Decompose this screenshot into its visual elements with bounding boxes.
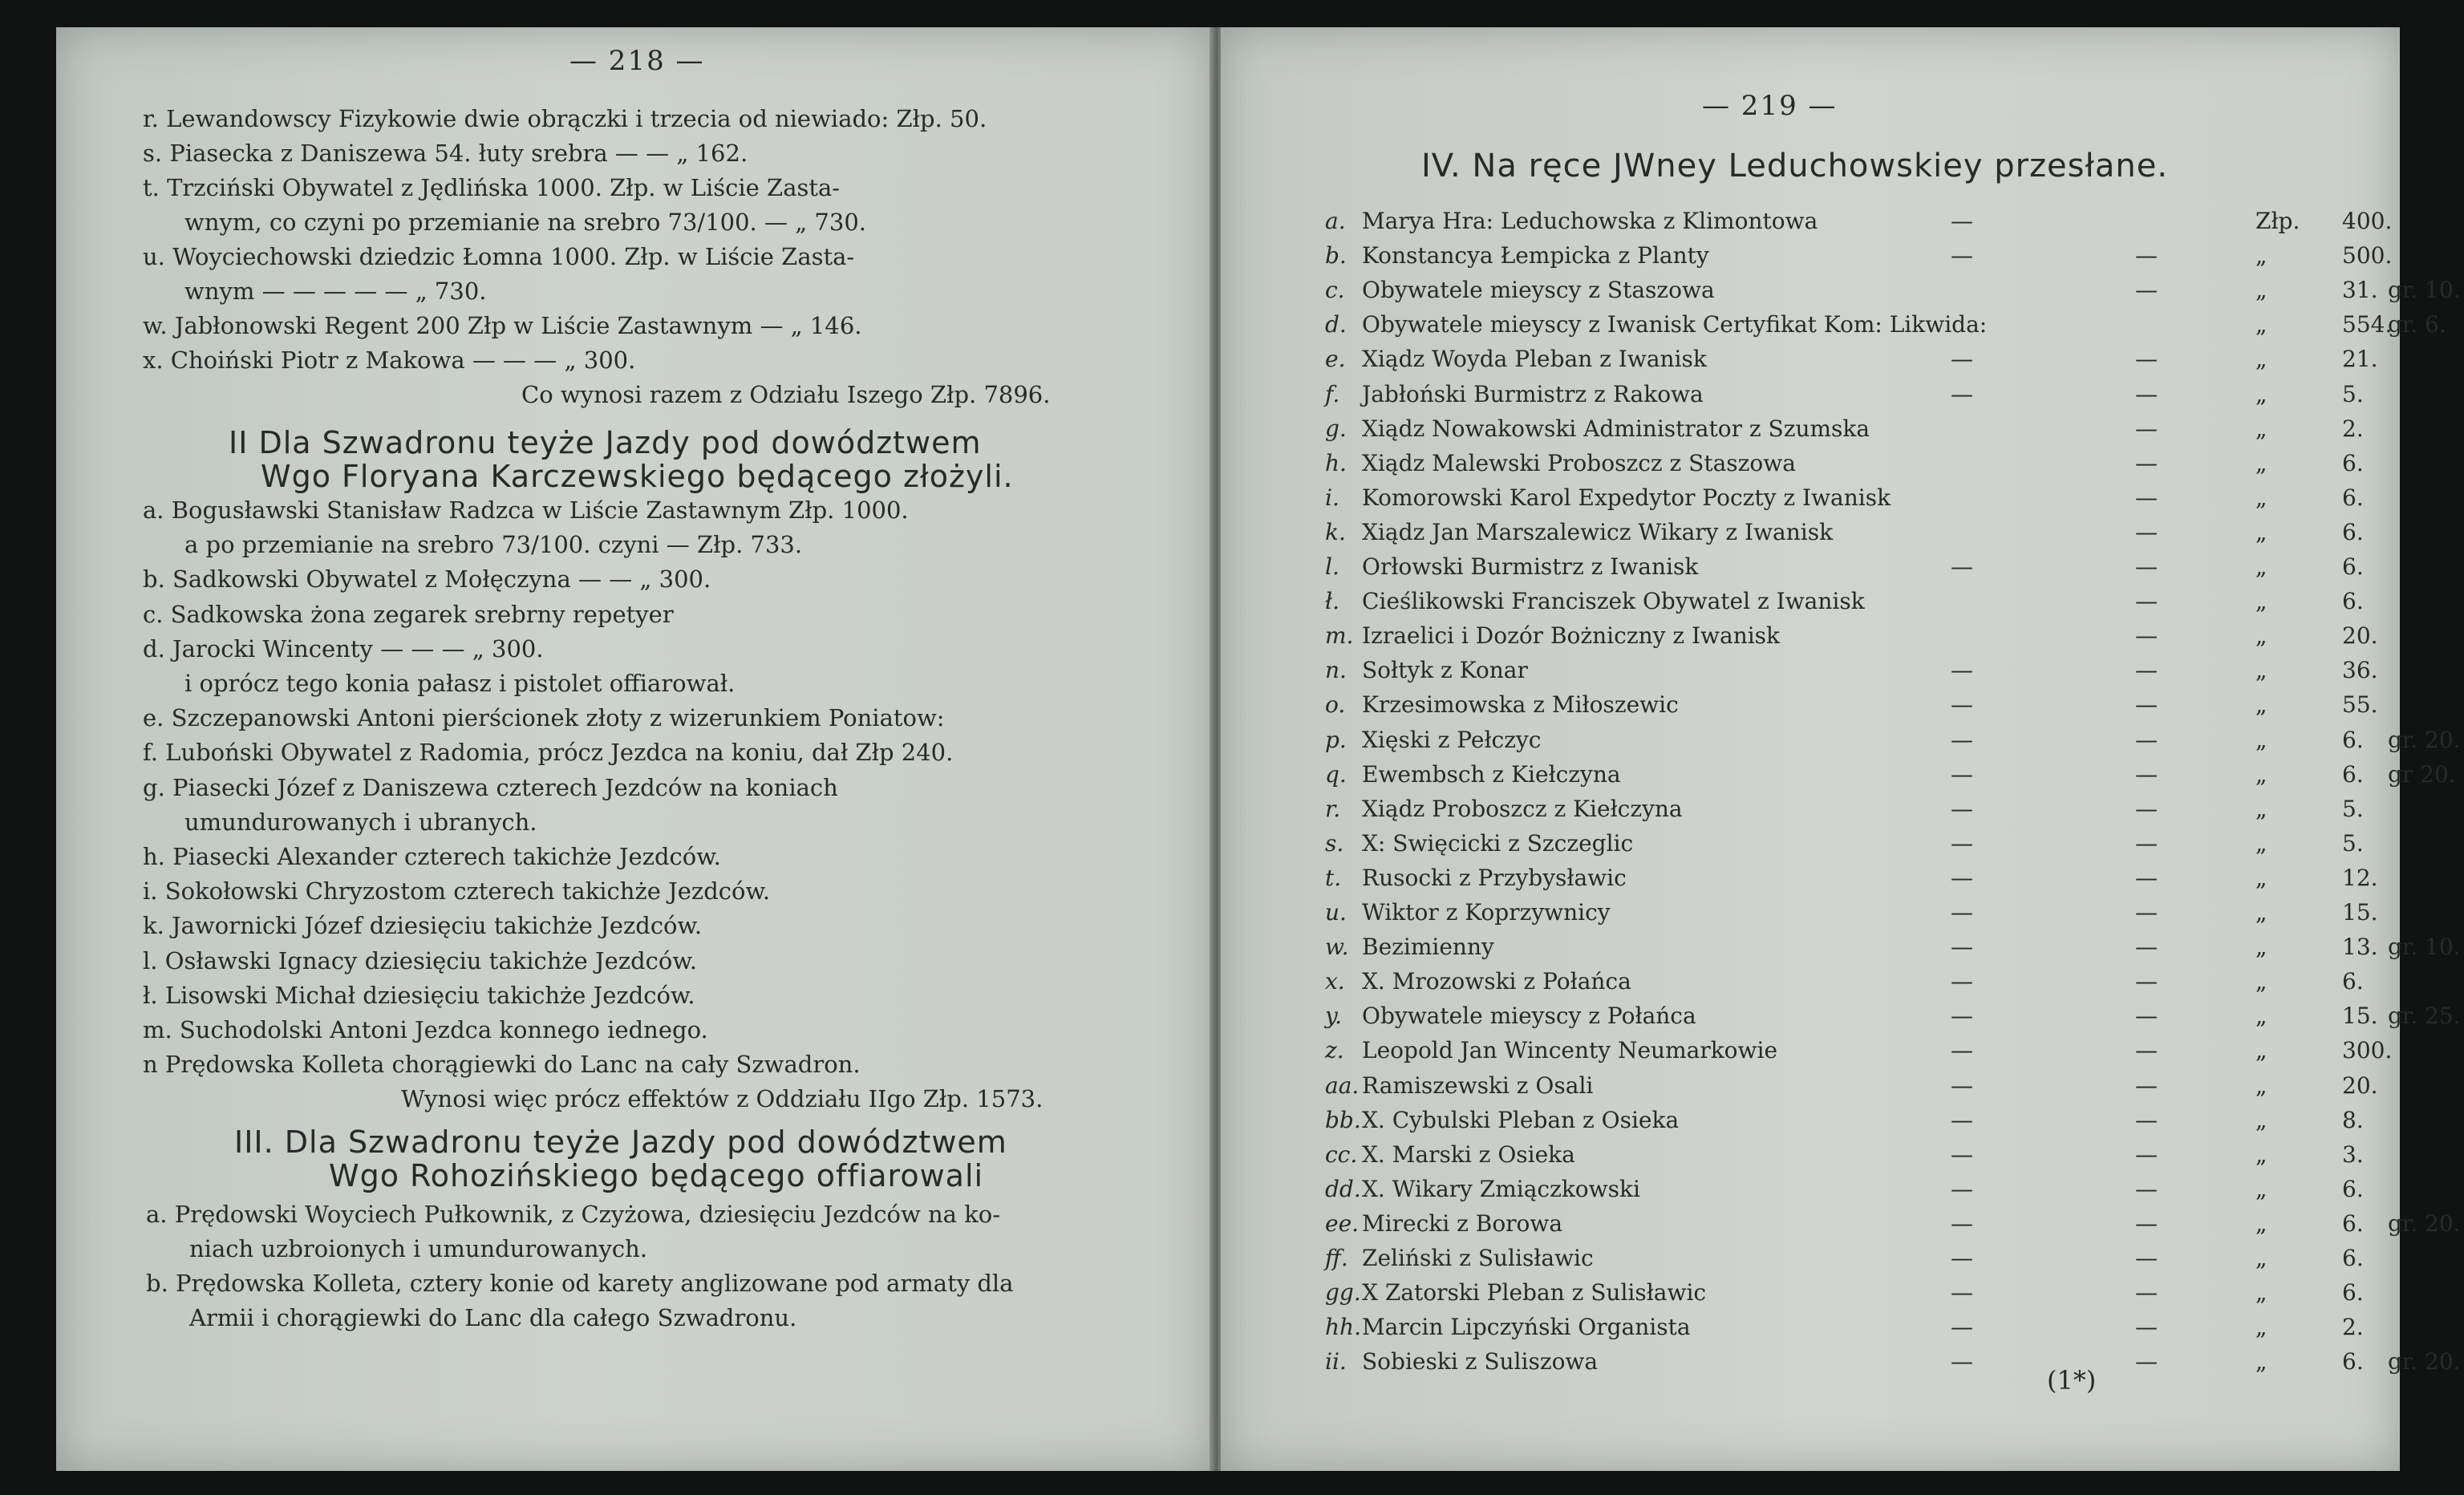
entry-dash: — xyxy=(2135,899,2158,926)
donor-entry xyxy=(1325,901,2384,929)
entry-currency-mark: „ xyxy=(2255,1314,2267,1341)
entry-currency-mark: „ xyxy=(2255,899,2267,926)
entry-dash: — xyxy=(2135,518,2158,545)
entry-currency-mark: „ xyxy=(2255,864,2267,891)
entry-amount: 15. xyxy=(2342,899,2378,926)
donor-entry xyxy=(1325,1209,2461,1240)
entry-letter: f. xyxy=(1325,380,1340,407)
entry-groszy: gr. 10. xyxy=(2388,934,2461,961)
text-line: a. Bogusławski Stanisław Radzca w Liście Zastawnym Złp. 1000. xyxy=(143,496,909,524)
entry-amount: 6. xyxy=(2342,1348,2364,1375)
donor-entry xyxy=(1325,622,2384,652)
entry-dash: — xyxy=(1951,657,1973,684)
entry-letter: ii. xyxy=(1325,1348,1347,1375)
entry-dash: — xyxy=(2135,657,2158,684)
entry-dash: — xyxy=(2135,691,2158,719)
entry-letter: t. xyxy=(1325,864,1342,891)
entry-groszy: gr. 25. xyxy=(2388,1003,2461,1030)
entry-amount: 15. xyxy=(2342,1003,2378,1030)
entry-dash: — xyxy=(2135,968,2158,995)
entry-amount: 6. xyxy=(2342,518,2364,545)
entry-amount: 2. xyxy=(2342,1314,2364,1341)
donor-entry xyxy=(1325,518,2384,549)
entry-currency-mark: „ xyxy=(2255,1348,2267,1375)
entry-name: X. Marski z Osieka xyxy=(1362,1140,1575,1168)
entry-dash: — xyxy=(2135,588,2158,615)
entry-currency-mark: „ xyxy=(2255,1209,2267,1237)
entry-dash: — xyxy=(1951,968,1973,995)
entry-letter: h. xyxy=(1325,449,1347,476)
donor-entry xyxy=(1325,1247,2384,1274)
entry-groszy: gr. 20. xyxy=(2388,726,2461,753)
text-line: x. Choiński Piotr z Makowa — — — „ 300. xyxy=(143,346,636,374)
entry-currency-mark: „ xyxy=(2255,1106,2267,1133)
entry-amount: 8. xyxy=(2342,1106,2364,1133)
entry-name: Wiktor z Koprzywnicy xyxy=(1362,899,1611,926)
text-line: e. Szczepanowski Antoni pierścionek złoty z wizerunkiem Poniatow: xyxy=(143,704,945,732)
entry-dash: — xyxy=(1951,934,1973,961)
entry-dash: — xyxy=(2135,1106,2158,1133)
donor-entry xyxy=(1325,277,2461,306)
entry-letter: ee. xyxy=(1325,1209,1360,1237)
entry-name: Sołtyk z Konar xyxy=(1362,657,1528,684)
entry-name: Xiądz Woyda Pleban z Iwanisk xyxy=(1362,346,1707,373)
entry-dash: — xyxy=(1951,795,1973,822)
entry-currency-mark: „ xyxy=(2255,346,2267,373)
entry-letter: a. xyxy=(1325,208,1346,234)
entry-name: Zeliński z Sulisławic xyxy=(1362,1245,1594,1271)
entry-amount: 31. xyxy=(2342,277,2378,304)
entry-amount: 6. xyxy=(2342,588,2364,615)
text-line: s. Piasecka z Daniszewa 54. łuty srebra — — „ 162. xyxy=(143,140,748,167)
text-line: c. Sadkowska żona zegarek srebrny repetyer xyxy=(143,600,674,628)
entry-currency-mark: „ xyxy=(2255,1279,2267,1307)
entry-letter: l. xyxy=(1325,553,1339,580)
entry-letter: n. xyxy=(1325,657,1347,684)
entry-dash: — xyxy=(1951,1314,1973,1341)
donor-entry xyxy=(1325,311,2446,341)
entry-name: X. Mrozowski z Połańca xyxy=(1362,968,1631,995)
entry-dash: — xyxy=(2135,1072,2158,1099)
donor-entry xyxy=(1325,1175,2384,1205)
entry-currency-mark: „ xyxy=(2255,622,2267,650)
entry-dash: — xyxy=(2135,1209,2158,1237)
entry-amount: 13. xyxy=(2342,934,2378,961)
text-line: niach uzbroionych i umundurowanych. xyxy=(189,1235,648,1262)
section-2-heading-2: Wgo Floryana Karczewskiego będącego złożyli. xyxy=(261,459,1014,494)
entry-dash: — xyxy=(1951,380,1973,407)
text-line: n Prędowska Kolleta chorągiewki do Lanc na cały Szwadron. xyxy=(143,1051,861,1079)
entry-currency-mark: „ xyxy=(2255,1072,2267,1099)
entry-dash: — xyxy=(2135,1348,2158,1375)
entry-amount: 6. xyxy=(2342,726,2364,753)
entry-name: Obywatele mieyscy z Połańca xyxy=(1362,1003,1696,1030)
donor-entry xyxy=(1325,348,2384,375)
section-2-heading-1: II Dla Szwadronu teyże Jazdy pod dowództwem xyxy=(229,425,982,460)
donor-entry xyxy=(1325,208,2393,237)
donor-entry xyxy=(1325,1106,2384,1136)
donor-entry xyxy=(1325,1037,2393,1067)
entry-dash: — xyxy=(1951,760,1973,788)
entry-dash: — xyxy=(2135,864,2158,891)
entry-dash: — xyxy=(1951,346,1973,373)
text-line: f. Luboński Obywatel z Radomia, prócz Jezdca na koniu, dał Złp 240. xyxy=(143,739,954,767)
donor-entry xyxy=(1325,380,2384,411)
entry-dash: — xyxy=(1951,1072,1973,1099)
entry-dash: — xyxy=(2135,380,2158,407)
entry-amount: 5. xyxy=(2342,380,2364,407)
text-line: t. Trzciński Obywatel z Jędlińska 1000. Złp. w Liście Zasta- xyxy=(143,174,841,201)
entry-dash: — xyxy=(2135,484,2158,511)
entry-dash: — xyxy=(2135,1245,2158,1271)
donor-entry xyxy=(1325,415,2384,445)
text-line: i. Sokołowski Chryzostom czterech takichże Jezdców. xyxy=(143,877,771,906)
donor-entry xyxy=(1325,726,2461,756)
entry-currency-mark: „ xyxy=(2255,1245,2267,1271)
entry-name: Rusocki z Przybysławic xyxy=(1362,864,1627,891)
entry-name: Xiądz Nowakowski Administrator z Szumska xyxy=(1362,415,1870,442)
donor-entry xyxy=(1325,1140,2384,1171)
entry-name: Krzesimowska z Miłoszewic xyxy=(1362,691,1679,719)
entry-currency-mark: „ xyxy=(2255,415,2267,442)
text-line: Co wynosi razem z Odziału Iszego Złp. 7896. xyxy=(521,381,1051,408)
text-line: u. Woyciechowski dziedzic Łomna 1000. Złp. w Liście Zasta- xyxy=(143,243,855,270)
entry-name: Xiądz Malewski Proboszcz z Staszowa xyxy=(1362,449,1796,476)
entry-letter: u. xyxy=(1325,899,1347,926)
donor-entry xyxy=(1325,691,2384,721)
entry-currency-mark: „ xyxy=(2255,380,2267,407)
entry-amount: 554. xyxy=(2342,311,2393,338)
entry-currency-mark: „ xyxy=(2255,934,2267,961)
entry-name: Izraelici i Dozór Bożniczny z Iwanisk xyxy=(1362,622,1781,650)
entry-letter: b. xyxy=(1325,242,1347,269)
donor-entry xyxy=(1325,449,2384,480)
entry-letter: hh. xyxy=(1325,1314,1361,1341)
entry-amount: 12. xyxy=(2342,864,2378,891)
entry-dash: — xyxy=(2135,829,2158,857)
entry-amount: 21. xyxy=(2342,346,2378,373)
entry-amount: 6. xyxy=(2342,484,2364,511)
entry-name: Jabłoński Burmistrz z Rakowa xyxy=(1362,380,1704,407)
entry-letter: dd. xyxy=(1325,1175,1361,1202)
entry-dash: — xyxy=(1951,1279,1973,1307)
text-line: Armii i chorągiewki do Lanc dla całego Szwadronu. xyxy=(189,1304,797,1331)
entry-name: X Zatorski Pleban z Sulisławic xyxy=(1362,1279,1707,1307)
entry-dash: — xyxy=(1951,829,1973,857)
text-line: w. Jabłonowski Regent 200 Złp w Liście Zastawnym — „ 146. xyxy=(143,312,862,339)
entry-dash: — xyxy=(1951,864,1973,891)
text-line: r. Lewandowscy Fizykowie dwie obrączki i trzecia od niewiado: Złp. 50. xyxy=(143,105,987,132)
donor-entry xyxy=(1325,484,2384,514)
entry-dash: — xyxy=(2135,242,2158,269)
entry-letter: e. xyxy=(1325,346,1346,373)
section-4-heading: IV. Na ręce JWney Leduchowskiey przesłane. xyxy=(1421,148,2169,184)
text-line: a. Prędowski Woyciech Pułkownik, z Czyżowa, dziesięciu Jezdców na ko- xyxy=(146,1201,1000,1228)
entry-name: Leopold Jan Wincenty Neumarkowie xyxy=(1362,1037,1778,1064)
text-line: wnym, co czyni po przemianie na srebro 73/100. — „ 730. xyxy=(184,209,867,236)
entry-currency-mark: „ xyxy=(2255,1003,2267,1030)
entry-name: Marcin Lipczyński Organista xyxy=(1362,1314,1691,1341)
entry-currency-mark: „ xyxy=(2255,795,2267,822)
entry-letter: q. xyxy=(1325,760,1347,788)
entry-letter: m. xyxy=(1325,622,1354,650)
entry-currency-mark: „ xyxy=(2255,726,2267,753)
entry-letter: z. xyxy=(1325,1037,1344,1064)
entry-letter: aa. xyxy=(1325,1072,1360,1099)
entry-letter: ł. xyxy=(1325,588,1339,615)
entry-amount: 400. xyxy=(2342,208,2393,234)
entry-dash: — xyxy=(1951,899,1973,926)
entry-letter: ff. xyxy=(1325,1245,1348,1271)
entry-letter: o. xyxy=(1325,691,1346,719)
entry-letter: bb. xyxy=(1325,1106,1361,1133)
donor-entry xyxy=(1325,553,2384,583)
entry-name: Xiądz Proboszcz z Kiełczyna xyxy=(1362,795,1683,822)
entry-amount: 5. xyxy=(2342,795,2364,822)
entry-dash: — xyxy=(1951,1106,1973,1133)
entry-name: X. Cybulski Pleban z Osieka xyxy=(1362,1106,1680,1133)
entry-amount: 6. xyxy=(2342,1209,2364,1237)
entry-currency-mark: „ xyxy=(2255,1140,2267,1168)
donor-entry xyxy=(1325,1348,2461,1378)
entry-amount: 6. xyxy=(2342,968,2364,995)
text-line: umundurowanych i ubranych. xyxy=(184,808,537,836)
entry-dash: — xyxy=(2135,1140,2158,1168)
signature-mark: (1*) xyxy=(2047,1365,2097,1396)
entry-letter: w. xyxy=(1325,934,1349,961)
entry-dash: — xyxy=(2135,726,2158,753)
donor-entry xyxy=(1325,1279,2384,1309)
donor-entry xyxy=(1325,970,2384,998)
entry-dash: — xyxy=(2135,1037,2158,1064)
entry-dash: — xyxy=(1951,1140,1973,1168)
entry-amount: 500. xyxy=(2342,242,2393,269)
entry-dash: — xyxy=(2135,1314,2158,1341)
entry-name: Marya Hra: Leduchowska z Klimontowa xyxy=(1362,208,1818,234)
entry-amount: 20. xyxy=(2342,1072,2378,1099)
entry-currency-mark: „ xyxy=(2255,1175,2267,1202)
page-number: — 218 — xyxy=(569,45,705,77)
entry-letter: gg. xyxy=(1325,1279,1361,1307)
entry-amount: 6. xyxy=(2342,1245,2364,1271)
text-line: b. Sadkowski Obywatel z Mołęczyna — — „ 300. xyxy=(143,565,711,594)
entry-letter: r. xyxy=(1325,795,1341,822)
entry-dash: — xyxy=(2135,277,2158,304)
entry-letter: x. xyxy=(1325,968,1345,995)
donor-entry xyxy=(1325,1072,2384,1102)
entry-name: Ewembsch z Kiełczyna xyxy=(1362,760,1621,788)
entry-currency-mark: „ xyxy=(2255,553,2267,580)
entry-groszy: gr. 20. xyxy=(2388,1348,2461,1375)
entry-amount: 2. xyxy=(2342,415,2364,442)
entry-currency-mark: „ xyxy=(2255,277,2267,304)
entry-name: X: Swięcicki z Szczeglic xyxy=(1362,829,1634,857)
entry-name: Obywatele mieyscy z Iwanisk Certyfikat Kom: Likwida: xyxy=(1362,311,1988,338)
donor-entry xyxy=(1325,659,2384,687)
entry-groszy: gr. 10. xyxy=(2388,277,2461,304)
text-line: a po przemianie na srebro 73/100. czyni — Złp. 733. xyxy=(184,531,803,559)
entry-dash: — xyxy=(2135,553,2158,580)
entry-dash: — xyxy=(1951,1209,1973,1237)
entry-dash: — xyxy=(2135,795,2158,822)
entry-amount: 6. xyxy=(2342,1175,2364,1202)
entry-currency-mark: „ xyxy=(2255,588,2267,615)
entry-dash: — xyxy=(1951,691,1973,719)
entry-amount: 5. xyxy=(2342,829,2364,857)
section-3-heading-1: III. Dla Szwadronu teyże Jazdy pod dowództwem xyxy=(234,1124,1007,1160)
entry-amount: 6. xyxy=(2342,553,2364,580)
entry-dash: — xyxy=(1951,553,1973,580)
entry-letter: cc. xyxy=(1325,1140,1358,1168)
donor-entry xyxy=(1325,242,2393,272)
text-line: Wynosi więc prócz effektów z Oddziału IIgo Złp. 1573. xyxy=(401,1085,1044,1113)
entry-currency-mark: „ xyxy=(2255,311,2267,338)
entry-name: Xięski z Pełczyc xyxy=(1362,726,1542,753)
text-line: d. Jarocki Wincenty — — — „ 300. xyxy=(143,634,544,662)
text-line: ł. Lisowski Michał dziesięciu takichże Jezdców. xyxy=(143,981,695,1009)
left-page xyxy=(56,27,1211,1471)
entry-dash: — xyxy=(2135,346,2158,373)
text-line: l. Osławski Ignacy dziesięciu takichże Jezdców. xyxy=(143,946,697,974)
entry-amount: 20. xyxy=(2342,622,2378,650)
entry-letter: i. xyxy=(1325,484,1339,511)
entry-currency-mark: Złp. xyxy=(2255,208,2300,234)
entry-dash: — xyxy=(2135,934,2158,961)
entry-currency-mark: „ xyxy=(2255,518,2267,545)
entry-letter: c. xyxy=(1325,277,1345,304)
entry-dash: — xyxy=(2135,760,2158,788)
entry-name: Konstancya Łempicka z Planty xyxy=(1362,242,1709,269)
entry-letter: s. xyxy=(1325,829,1344,857)
entry-name: Komorowski Karol Expedytor Poczty z Iwanisk xyxy=(1362,484,1891,511)
donor-entry xyxy=(1325,864,2384,894)
entry-dash: — xyxy=(2135,1003,2158,1030)
entry-amount: 6. xyxy=(2342,760,2364,788)
entry-dash: — xyxy=(1951,726,1973,753)
donor-entry xyxy=(1325,934,2461,963)
entry-amount: 3. xyxy=(2342,1140,2364,1168)
entry-name: Cieślikowski Franciszek Obywatel z Iwanisk xyxy=(1362,588,1865,615)
entry-amount: 55. xyxy=(2342,691,2378,719)
entry-amount: 300. xyxy=(2342,1037,2393,1064)
donor-entry xyxy=(1325,760,2456,791)
entry-currency-mark: „ xyxy=(2255,691,2267,719)
entry-name: Xiądz Jan Marszalewicz Wikary z Iwanisk xyxy=(1362,518,1834,545)
entry-dash: — xyxy=(2135,415,2158,442)
text-line: k. Jawornicki Józef dziesięciu takichże Jezdców. xyxy=(143,912,703,940)
entry-currency-mark: „ xyxy=(2255,968,2267,995)
entry-letter: g. xyxy=(1325,415,1347,442)
entry-groszy: gr. 6. xyxy=(2388,311,2446,338)
entry-dash: — xyxy=(1951,242,1973,269)
donor-entry xyxy=(1325,829,2384,860)
entry-dash: — xyxy=(1951,1175,1973,1202)
entry-currency-mark: „ xyxy=(2255,242,2267,269)
entry-name: X. Wikary Zmiączkowski xyxy=(1362,1175,1640,1202)
entry-name: Orłowski Burmistrz z Iwanisk xyxy=(1362,553,1699,580)
entry-name: Obywatele mieyscy z Staszowa xyxy=(1362,277,1715,304)
entry-letter: d. xyxy=(1325,311,1347,338)
entry-currency-mark: „ xyxy=(2255,449,2267,476)
entry-dash: — xyxy=(1951,1348,1973,1375)
text-line: b. Prędowska Kolleta, cztery konie od karety anglizowane pod armaty dla xyxy=(146,1270,1014,1297)
entry-letter: k. xyxy=(1325,518,1346,545)
text-line: i oprócz tego konia pałasz i pistolet offiarował. xyxy=(184,670,736,697)
entry-dash: — xyxy=(1951,1037,1973,1064)
entry-dash: — xyxy=(2135,1175,2158,1202)
right-page xyxy=(1221,27,2461,1471)
entry-letter: p. xyxy=(1325,726,1347,753)
entry-dash: — xyxy=(1951,208,1973,234)
page-number: — 219 — xyxy=(1702,90,1838,122)
entry-letter: y. xyxy=(1325,1003,1342,1030)
entry-amount: 6. xyxy=(2342,1279,2364,1307)
entry-groszy: gr. 20. xyxy=(2388,1209,2461,1237)
text-line: wnym — — — — — „ 730. xyxy=(184,278,487,305)
entry-dash: — xyxy=(2135,449,2158,476)
entry-currency-mark: „ xyxy=(2255,1037,2267,1064)
entry-name: Mirecki z Borowa xyxy=(1362,1209,1563,1237)
entry-name: Ramiszewski z Osali xyxy=(1362,1072,1594,1099)
text-line: g. Piasecki Józef z Daniszewa czterech Jezdców na koniach xyxy=(143,773,838,801)
entry-name: Bezimienny xyxy=(1362,934,1494,961)
entry-groszy: gr 20. xyxy=(2388,760,2456,788)
entry-dash: — xyxy=(1951,1245,1973,1271)
text-line: m. Suchodolski Antoni Jezdca konnego iednego. xyxy=(143,1016,708,1043)
entry-amount: 6. xyxy=(2342,449,2364,476)
entry-currency-mark: „ xyxy=(2255,657,2267,684)
entry-currency-mark: „ xyxy=(2255,484,2267,511)
text-line: h. Piasecki Alexander czterech takichże Jezdców. xyxy=(143,843,721,870)
entry-currency-mark: „ xyxy=(2255,760,2267,788)
entry-currency-mark: „ xyxy=(2255,829,2267,857)
donor-entry xyxy=(1325,795,2384,825)
entry-name: Sobieski z Suliszowa xyxy=(1362,1348,1599,1375)
entry-dash: — xyxy=(2135,622,2158,650)
donor-entry xyxy=(1325,1316,2384,1343)
entry-dash: — xyxy=(2135,1279,2158,1307)
section-3-heading-2: Wgo Rohozińskiego będącego offiarowali xyxy=(329,1158,984,1193)
donor-entry xyxy=(1325,590,2384,618)
entry-amount: 36. xyxy=(2342,657,2378,684)
entry-dash: — xyxy=(1951,1003,1973,1030)
donor-entry xyxy=(1325,1003,2461,1032)
